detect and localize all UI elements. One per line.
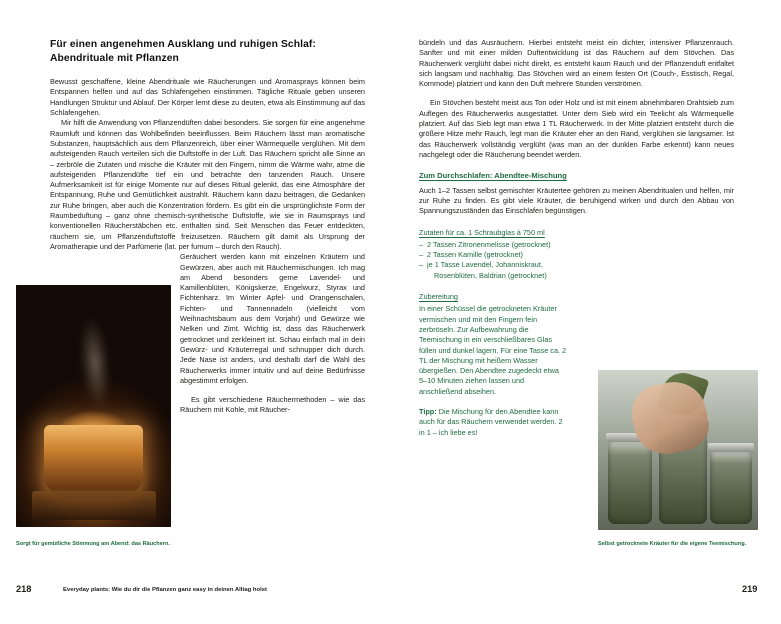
- section-subheading: Zum Durchschlafen: Abendtee-Mischung: [419, 171, 567, 181]
- ingredients-block: [419, 228, 734, 281]
- right-image-caption: Selbst getrocknete Kräuter für die eigene Teemischung.: [598, 541, 747, 547]
- herb-jars-photo: [598, 370, 758, 530]
- page-number-left: 218: [16, 584, 32, 594]
- tip-text: Die Mischung für den Abendtee kann auch für das Räuchern verwendet werden. 2 in 1 – ich liebe es!: [419, 407, 563, 437]
- list-item-continuation: Rosenblüten, Baldrian (getrocknet): [434, 270, 547, 280]
- running-head: Everyday plants: Wie du dir die Pflanzen ganz easy in deinen Alltag holst: [63, 587, 267, 593]
- left-page: [0, 0, 390, 624]
- preparation-block: [419, 292, 569, 397]
- paragraph: bündeln und das Ausräuchern. Hierbei entsteht meist ein dichter, intensiver Pflanzenrauch. Sanfter und mit einer milden Duftentwicklung ist das Räuchern auf dem Stövchen. Das Räucherwerk verglüht dabei nicht direkt, es entsteht kaum Rauch und der Pflanzenduft entfaltet sich langsam und nachhaltig. Das Stövchen wird an einem festen Ort (Couch-, Esstisch, Regal, Kommode) platziert und kann den Duft mehrere Stunden verströmen.: [419, 38, 734, 89]
- candle-incense-photo: [16, 285, 171, 527]
- right-page: [391, 0, 781, 624]
- paragraph: Mir hilft die Anwendung von Pflanzendüften dabei besonders. Sie sorgen für eine angenehme Raumluft und können das Wohlbefinden beeinflussen. Beim Räuchern lässt man aromatische Substanzen, hauptsächlich aus dem Pflanzenreich, über einer Wärmequelle verglühen. Mit dem aufsteigenden Rauch verteilen sich die Duftstoffe in der Luft. Das Räuchern spricht alle Sinne an – zerbröle die Zutaten und mische die Kräuter mit den Fingern, nimm die Wärme wahr, atme die aufsteigenden Pflanzendüfte tief ein und betrachte den tanzenden Rauch. Unsere Aufmerksamkeit ist für einige Momente nur auf dieses Ritual gelenkt, das eine Atmosphäre der Entspannung, Ruhe und Gemütlichkeit austrahlt. Räuchern kann dazu beitragen, die Gedanken zur Ruhe bringen, aber auch die Konzentration fördern. Es gibt ein die ursprünglichste Form der Raumbeduftung – ganz ohne chemisch-synthetische Duftstoffe, wie sie in Raumsprays und konventionellen Räucherstäbchen etc. enthalten sind. Seit Menschen das Feuer entdeckten, räuchern sie, um Pflanzenduftstoffe freizusetzen. Räuchern gilt damit als Ursprung der Aromatherapie und der Parfümerie (lat. per fumum – durch den Rauch).: [50, 118, 365, 251]
- list-item: – 2 Tassen Kamille (getrocknet): [419, 250, 734, 260]
- paragraph: Es gibt verschiedene Räuchermethoden – wie das Räuchern mit Kohle, mit Räucher-: [180, 395, 365, 415]
- paragraph: Bewusst geschaffene, kleine Abendrituale wie Räucherungen und Aromasprays können beim Entspannen helfen und auf das Schlafengehen einstimmen. Tägliche Rituale geben unseren Handlungen Struktur und Ablauf. Der Körper lernt diese zu deuten, etwa als Einstimmung auf das Schlafengehen.: [50, 77, 365, 118]
- preparation-text: In einer Schüssel die getrockneten Kräuter vermischen und mit den Fingern fein zerbröseln. Zur Aufbewahrung die Teemischung in ein verschließbares Glas füllen und dunkel lagern. Für eine Tasse ca. 2 TL der Mischung mit heißem Wasser übergießen. Den Abendtee zugedeckt etwa 5–10 Minuten ziehen lassen und anschließend abseihen.: [419, 304, 567, 396]
- paragraph: Geräuchert werden kann mit einzelnen Kräutern und Gewürzen, aber auch mit Räuchermischungen. Ich mag am Abend besonders gerne Lavendel- und Kamillenblüten, Königskerze, Engelwurz, Styrax und Fichtenharz. Im Winter Apfel- und Orangenschalen, Fichten- und Tannennadeln (vielleicht vom Weihnachtsbaum aus dem Vorjahr) und Gewürze wie Nelken und Zimt. Wichtig ist, dass das Räucherwerk getrocknet und zerkleinert ist. Schau einfach mal in dein Gewürz- und Kräuterregal und schnupper dich durch. Jede Nase ist anders, und deshalb darf die Wahl des Räucherwerks immer intuitiv und auf deine Bedürfnisse abgestimmt erfolgen.: [180, 252, 365, 385]
- preparation-title: Zubereitung: [419, 292, 458, 302]
- paragraph: Ein Stövchen besteht meist aus Ton oder Holz und ist mit einem abnehmbaren Drahtsieb zum Auflegen des Räucherwerks ausgestattet. Unter dem Sieb wird ein Teelicht als Wärmequelle platziert. Auf das Sieb legt man etwa 1 TL Räucherwerk. In der Mitte platziert entsteht durch die größere Hitze mehr Rauch, legt man die Kräuter eher an den Rand, verglühen sie langsamer. Ist das Räucherwerk vollständig verglüht (was man an der dunklen Farbe erkennt) kann neues nachgelegt oder die Räucherung beendet werden.: [419, 98, 734, 159]
- tip-label: Tipp:: [419, 407, 437, 417]
- left-image-caption: Sorgt für gemütliche Stimmung am Abend: das Räuchern.: [16, 541, 170, 547]
- list-item: – 2 Tassen Zitronenmelisse (getrocknet): [419, 240, 734, 250]
- page-title: Für einen angenehmen Ausklang und ruhigen Schlaf: Abendrituale mit Pflanzen: [50, 39, 316, 64]
- tip-block: [419, 407, 569, 438]
- ingredients-list: [419, 240, 734, 281]
- paragraph: Auch 1–2 Tassen selbst gemischter Kräutertee gehören zu meinen Abendritualen und helfen, mir zur Ruhe zu finden. Es gibt viele Kräuter, die beruhigend wirken und durch den Abbau von Spannungszuständen das Einschlafen begünstigen.: [419, 185, 734, 216]
- list-item: – je 1 Tasse Lavendel, Johanniskraut, Rosenblüten, Baldrian (getrocknet): [419, 260, 734, 281]
- ingredients-title: Zutaten für ca. 1 Schraubglas à 750 ml: [419, 227, 545, 237]
- page-number-right: 219: [742, 584, 758, 594]
